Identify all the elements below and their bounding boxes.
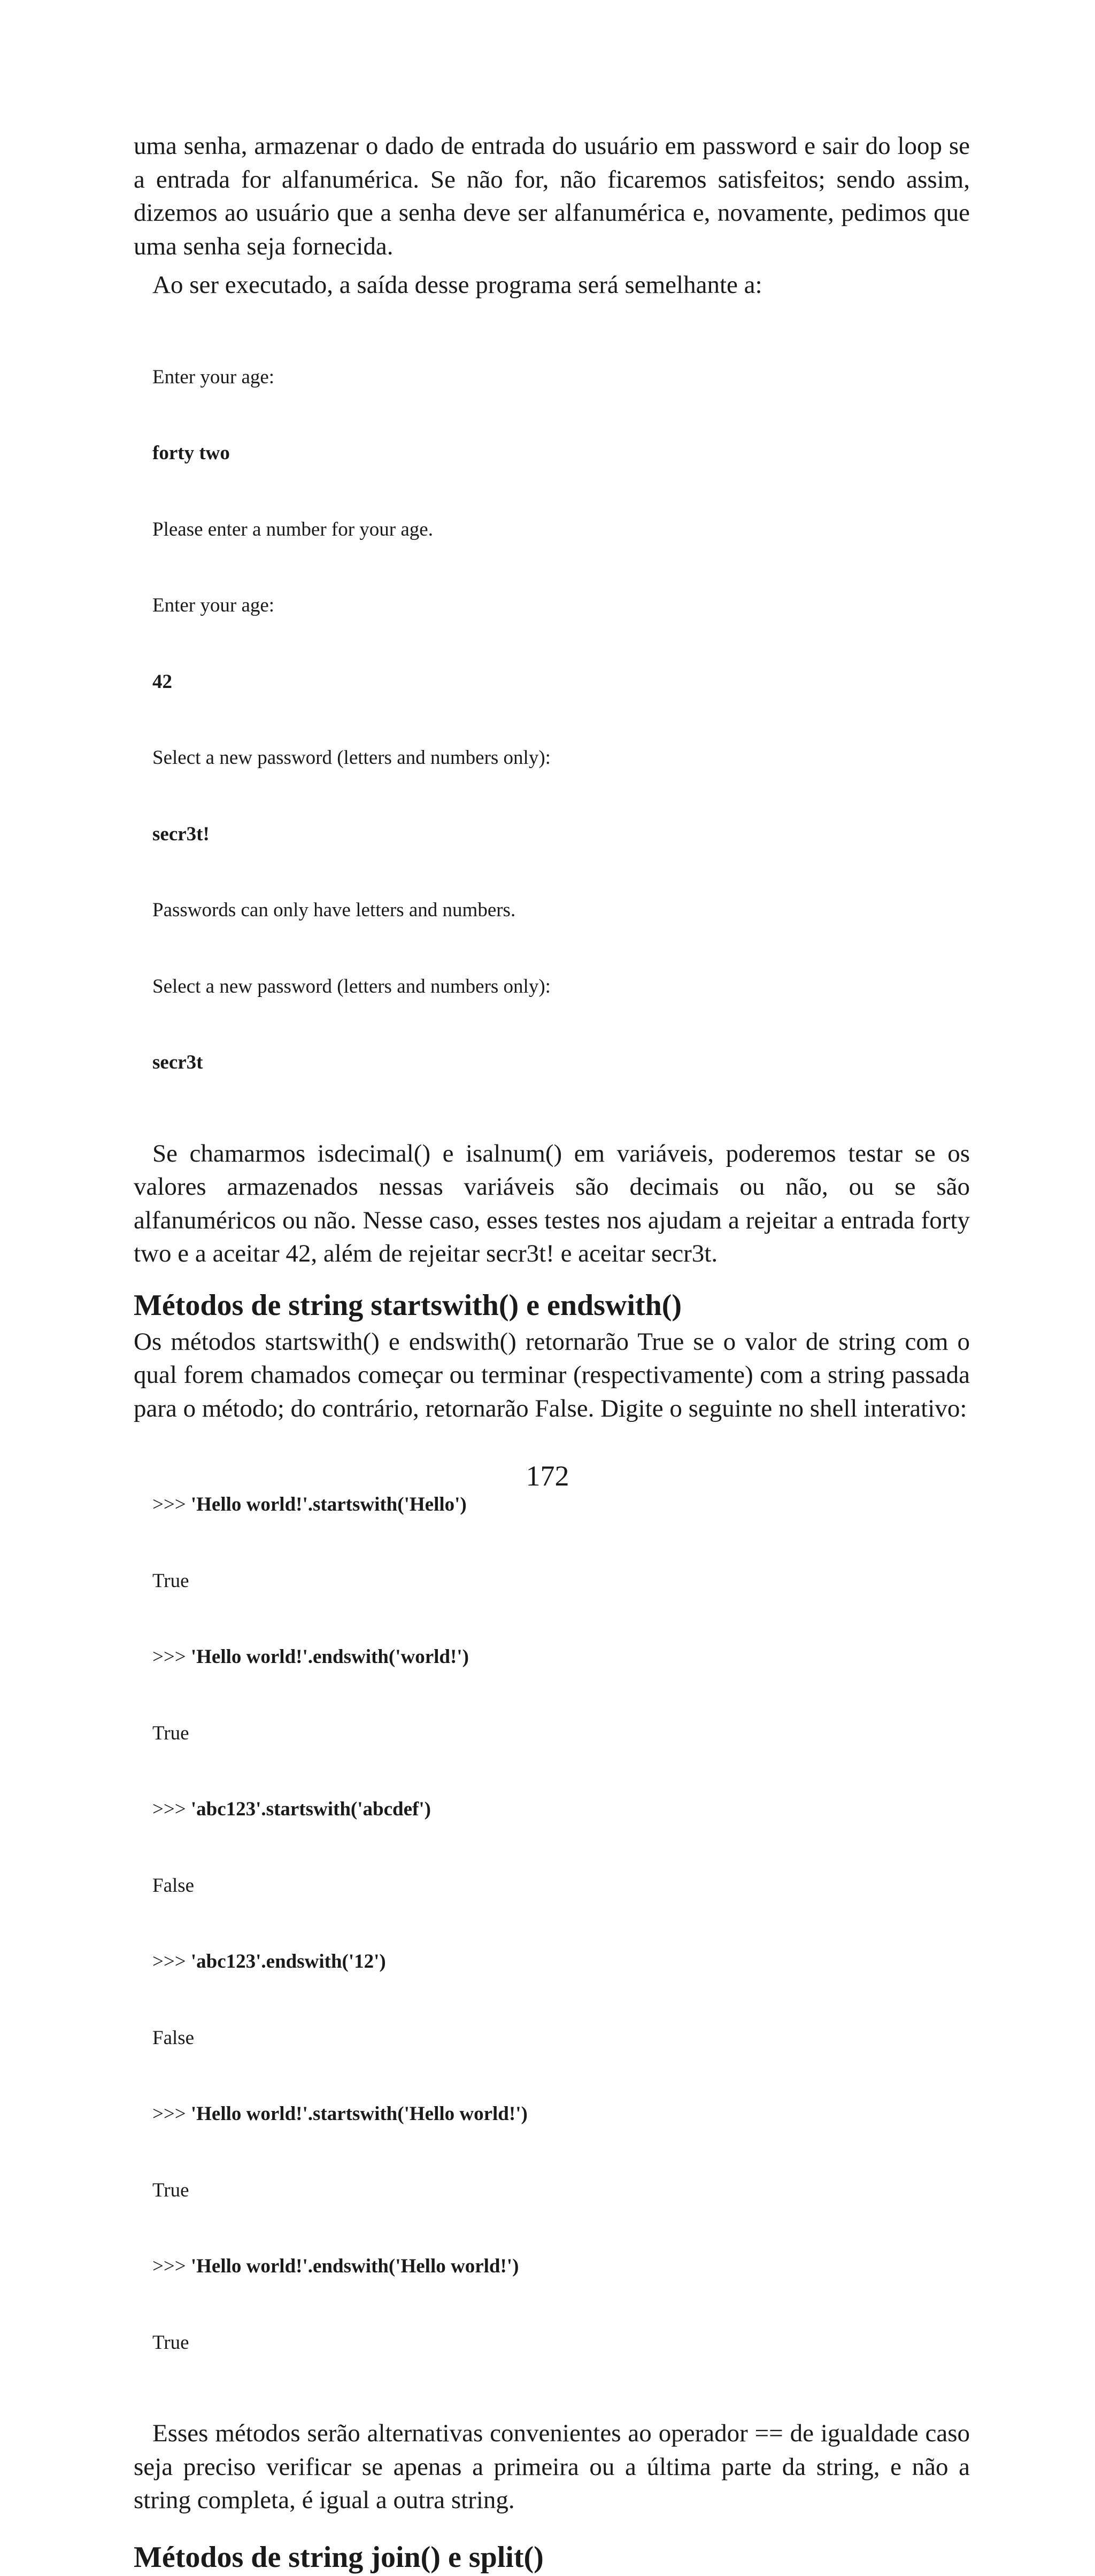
- output-line-user-input: forty two: [152, 442, 230, 464]
- program-output-block: [134, 314, 970, 1126]
- paragraph-methods-conclusion: Esses métodos serão alternativas convenientes ao operador == de igualdade caso seja preciso verificar se apenas a primeira ou a última parte da string, e não a string completa, é igual a outra string.: [134, 2419, 970, 2514]
- output-line: Select a new password (letters and numbers only):: [152, 747, 551, 769]
- output-line: Please enter a number for your age.: [152, 518, 433, 540]
- shell-result-line: False: [152, 2026, 195, 2049]
- output-line: Passwords can only have letters and numbers.: [152, 899, 516, 921]
- shell-result-line: True: [152, 1569, 189, 1592]
- shell-input-line: >>> 'Hello world!'.endswith('world!'): [152, 1646, 469, 1668]
- paragraph-startswith-intro: Os métodos startswith() e endswith() retornarão True se o valor de string com o qual forem chamados começar ou terminar (respectivamente) com a string passada para o método; do contrário, retornarão False. Digite o seguinte no shell interativo:: [134, 1327, 970, 1422]
- shell-result-line: True: [152, 1722, 189, 1744]
- output-line-user-input: 42: [152, 670, 172, 693]
- shell-result-line: True: [152, 2331, 189, 2354]
- shell-input-line: >>> 'Hello world!'.startswith('Hello world!'): [152, 2103, 528, 2125]
- output-line: Select a new password (letters and numbers only):: [152, 975, 551, 997]
- paragraph-isdecimal-explanation: Se chamarmos isdecimal() e isalnum() em variáveis, poderemos testar se os valores armazenados nessas variáveis são decimais ou não, ou se são alfanuméricos ou não. Nesse caso, esses testes nos ajudam a rejeitar a entrada forty two e a aceitar 42, além de rejeitar secr3t! e aceitar secr3t.: [134, 1139, 970, 1267]
- shell-input-line: >>> 'abc123'.startswith('abcdef'): [152, 1798, 431, 1820]
- shell-input-line: >>> 'Hello world!'.startswith('Hello'): [152, 1494, 467, 1515]
- output-line-user-input: secr3t: [152, 1051, 203, 1073]
- page-content: [134, 129, 970, 2576]
- paragraph-output-intro: Ao ser executado, a saída desse programa será semelhante a:: [152, 271, 762, 299]
- section-heading-startswith: Métodos de string startswith() e endswith(): [134, 1288, 682, 1322]
- shell-input-line: >>> 'Hello world!'.endswith('Hello world!'): [152, 2255, 519, 2277]
- page-number: 172: [526, 1460, 569, 1492]
- shell-result-line: True: [152, 2179, 189, 2201]
- output-line: Enter your age:: [152, 594, 275, 616]
- output-line: Enter your age:: [152, 366, 275, 388]
- output-line-user-input: secr3t!: [152, 823, 210, 845]
- shell-result-line: False: [152, 1874, 195, 1897]
- interactive-shell-block: [134, 1441, 970, 2406]
- shell-input-line: >>> 'abc123'.endswith('12'): [152, 1951, 386, 1972]
- section-heading-join-split: Métodos de string join() e split(): [134, 2540, 544, 2574]
- paragraph-continuation: uma senha, armazenar o dado de entrada do usuário em password e sair do loop se a entrada for alfanumérica. Se não for, não ficaremos satisfeitos; sendo assim, dizemos ao usuário que a senha deve ser alfanumérica e, novamente, pedimos que uma senha seja fornecida.: [134, 132, 970, 260]
